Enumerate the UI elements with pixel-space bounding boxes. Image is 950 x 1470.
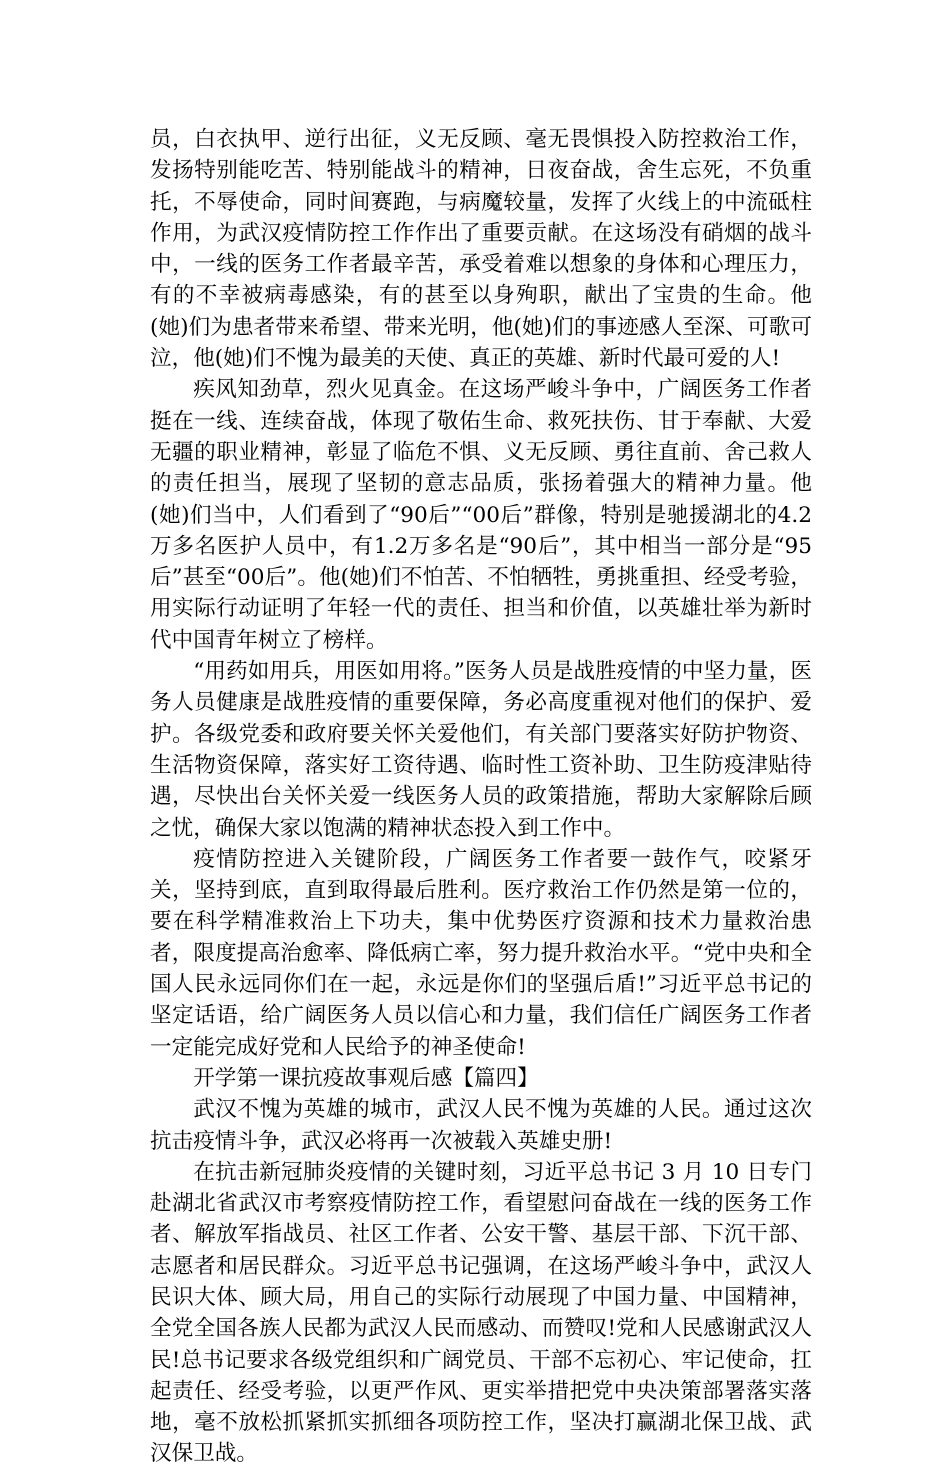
section-heading: 开学第一课抗疫故事观后感【篇四】 [193,1065,539,1091]
paragraph-protect-medics: “用药如用兵，用医如用将。”医务人员是战胜疫情的中坚力量，医务人员健康是战胜疫情的重要保障，务必高度重视对他们的保护、爱护。各级党委和政府要关怀关爱他们，有关部门要落实好防护物资、生活物资保障，落实好工资待遇、临时性工资补助、卫生防疫津贴待遇，尽快出台关怀关爱一线医务人员的政策措施，帮助大家解除后顾之忧，确保大家以饱满的精神状态投入到工作中。 [150,659,812,841]
paragraph-hero-city: 武汉不愧为英雄的城市，武汉人民不愧为英雄的人民。通过这次抗击疫情斗争，武汉必将再一次被载入英雄史册! [150,1097,812,1154]
paragraph-inspection: 在抗击新冠肺炎疫情的关键时刻，习近平总书记 3 月 10 日专门赴湖北省武汉市考察疫情防控工作，看望慰问奋战在一线的医务工作者、解放军指战员、社区工作者、公安干警、基层干部、下沉干部、志愿者和居民群众。习近平总书记强调，在这场严峻斗争中，武汉人民识大体、顾大局，用自己的实际行动展现了中国力量、中国精神，全党全国各族人民都为武汉人民而感动、而赞叹!党和人民感谢武汉人民!总书记要求各级党组织和广阔党员、干部不忘初心、牢记使命，扛起责任、经受考验，以更严作风、更实举措把党中央决策部署落实落地，毫不放松抓紧抓实抓细各项防控工作，坚决打赢湖北保卫战、武汉保卫战。 [150,1159,812,1467]
paragraph-courage: 疾风知劲草，烈火见真金。在这场严峻斗争中，广阔医务工作者挺在一线、连续奋战，体现了敬佑生命、救死扶伤、甘于奉献、大爱无疆的职业精神，彰显了临危不惧、义无反顾、勇往直前、舍己救人的责任担当，展现了坚韧的意志品质，张扬着强大的精神力量。他(她)们当中，人们看到了“90后”“00后”群像，特别是驰援湖北的4.2万多名医护人员中，有1.2万多名是“90后”，其中相当一部分是“95后”甚至“00后”。他(她)们不怕苦、不怕牺牲，勇挑重担、经受考验，用实际行动证明了年轻一代的责任、担当和价值，以英雄壮举为新时代中国青年树立了榜样。 [150,377,812,653]
paragraph-continued: 员，白衣执甲、逆行出征，义无反顾、毫无畏惧投入防控救治工作，发扬特别能吃苦、特别能战斗的精神，日夜奋战，舍生忘死，不负重托，不辱使命，同时间赛跑，与病魔较量，发挥了火线上的中流砥柱作用，为武汉疫情防控工作作出了重要贡献。在这场没有硝烟的战斗中，一线的医务工作者最辛苦，承受着难以想象的身体和心理压力，有的不幸被病毒感染，有的甚至以身殉职，献出了宝贵的生命。他(她)们为患者带来希望、带来光明，他(她)们的事迹感人至深、可歌可泣，他(她)们不愧为最美的天使、真正的英雄、新时代最可爱的人! [150,127,812,372]
document-body [150,124,812,1470]
paragraph-critical-stage: 疫情防控进入关键阶段，广阔医务工作者要一鼓作气，咬紧牙关，坚持到底，直到取得最后胜利。医疗救治工作仍然是第一位的，要在科学精准救治上下功夫，集中优势医疗资源和技术力量救治患者，限度提高治愈率、降低病亡率，努力提升救治水平。“党中央和全国人民永远同你们在一起，永远是你们的坚强后盾!”习近平总书记的坚定话语，给广阔医务人员以信心和力量，我们信任广阔医务工作者一定能完成好党和人民给予的神圣使命! [150,846,812,1060]
